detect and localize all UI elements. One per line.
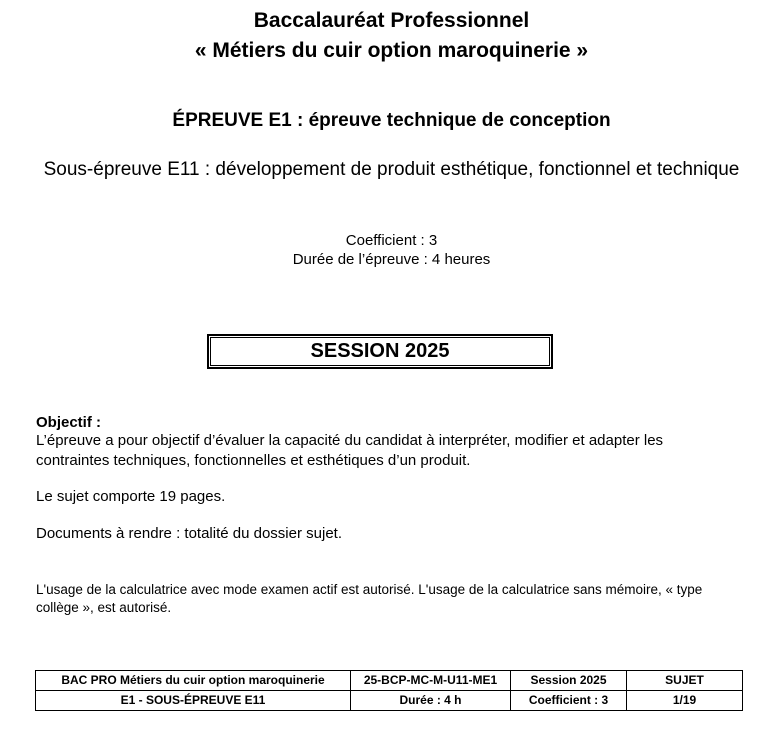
- calculatrice-text: L'usage de la calculatrice avec mode examen actif est autorisé. L'usage de la calculatrice sans mémoire, « type collège », est autorisé.: [36, 582, 703, 615]
- coefficient-text: Coefficient : 3: [345, 232, 438, 249]
- document-title: Baccalauréat Professionnel: [253, 9, 530, 32]
- document-subtitle: « Métiers du cuir option maroquinerie »: [194, 39, 589, 62]
- footer-page-number: 1/19: [627, 691, 743, 711]
- pages-text: Le sujet comporte 19 pages.: [36, 488, 226, 505]
- footer-row: [36, 691, 743, 711]
- footer-table: [35, 670, 743, 711]
- objectif-text: L’épreuve a pour objectif d’évaluer la capacité du candidat à interpréter, modifier et adapter les contraintes techniques, fonctionnelles et esthétiques d’un produit.: [36, 432, 664, 469]
- footer-coefficient: Coefficient : 3: [511, 691, 627, 711]
- sous-epreuve-title: Sous-épreuve E11 : développement de produit esthétique, fonctionnel et technique: [43, 159, 740, 180]
- epreuve-title: ÉPREUVE E1 : épreuve technique de conception: [172, 110, 611, 131]
- footer-duree: Durée : 4 h: [351, 691, 511, 711]
- footer-epreuve: E1 - SOUS-ÉPREUVE E11: [36, 691, 351, 711]
- documents-text: Documents à rendre : totalité du dossier sujet.: [36, 525, 342, 542]
- footer-row: [36, 671, 743, 691]
- footer-type: SUJET: [627, 671, 743, 691]
- duree-text: Durée de l’épreuve : 4 heures: [292, 251, 491, 268]
- objectif-heading: Objectif :: [36, 414, 102, 431]
- footer-code: 25-BCP-MC-M-U11-ME1: [351, 671, 511, 691]
- footer-exam-name: BAC PRO Métiers du cuir option maroquinerie: [36, 671, 351, 691]
- footer-session: Session 2025: [511, 671, 627, 691]
- session-box: SESSION 2025: [207, 334, 553, 369]
